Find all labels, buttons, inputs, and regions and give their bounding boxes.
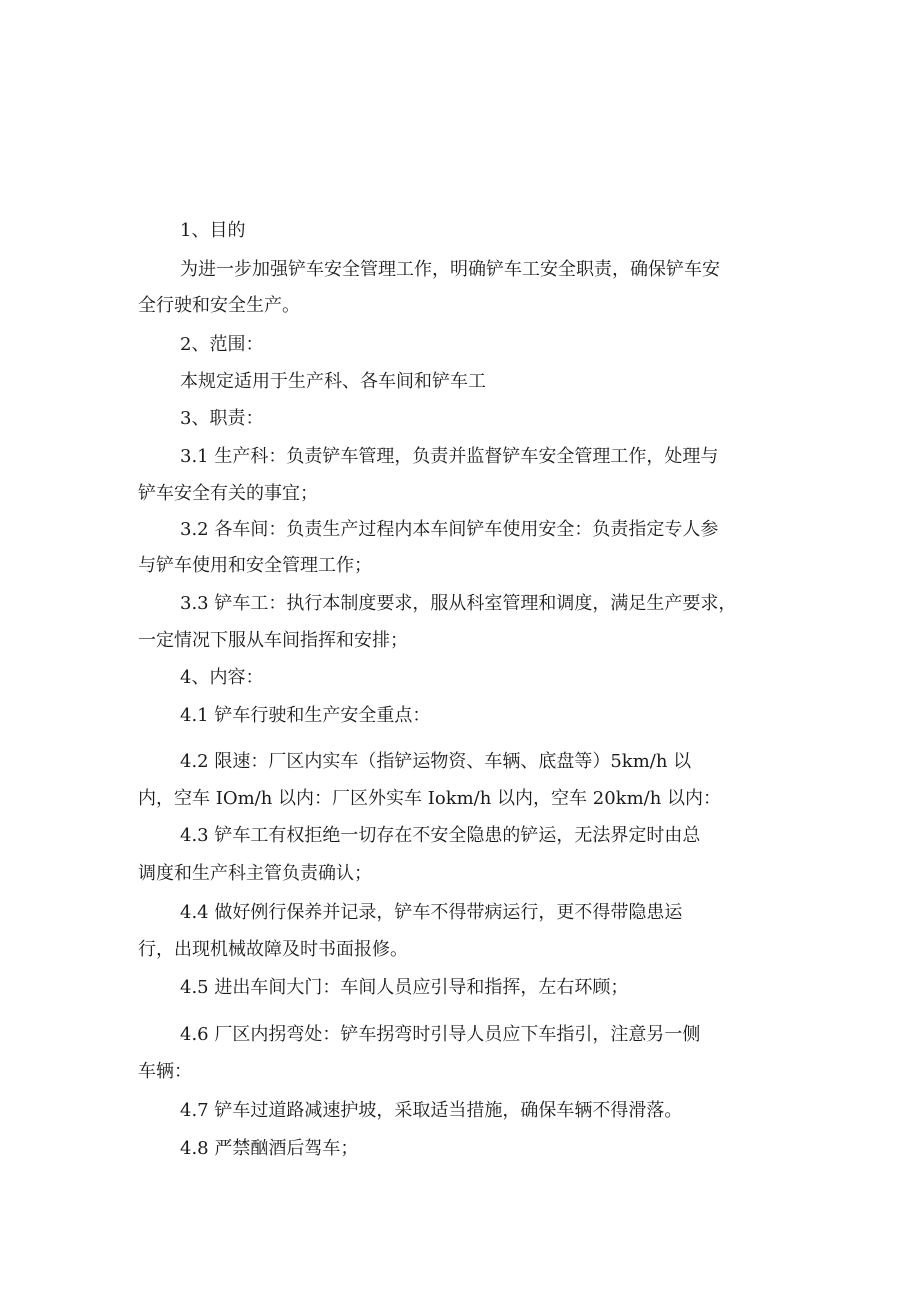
item-4-4-line-1: 4.4 做好例行保养并记录，铲车不得带病运行，更不得带隐患运 (180, 902, 683, 923)
item-3-1-line-1: 3.1 生产科：负责铲车管理，负责并监督铲车安全管理工作，处理与 (180, 446, 719, 467)
section-3-heading: 3、职责： (180, 408, 264, 429)
item-4-5: 4.5 进出车间大门：车间人员应引导和指挥，左右环顾； (180, 977, 629, 998)
scope-text: 本规定适用于生产科、各车间和铲车工 (180, 371, 486, 392)
item-3-1-line-2: 铲车安全有关的事宜； (138, 483, 318, 504)
item-4-3-line-2: 调度和生产科主管负责确认； (138, 863, 372, 884)
item-4-4-line-2: 行，出现机械故障及时书面报修。 (138, 939, 408, 960)
item-3-2-line-2: 与铲车使用和安全管理工作； (138, 555, 372, 576)
item-4-6-line-2: 车辆： (138, 1061, 192, 1082)
purpose-text-line-1: 为进一步加强铲车安全管理工作，明确铲车工安全职责，确保铲车安 (180, 259, 720, 280)
item-4-2-line-1: 4.2 限速：厂区内实车（指铲运物资、车辆、底盘等）5km∕h 以 (180, 751, 692, 772)
section-2-heading: 2、范围： (180, 334, 264, 355)
item-4-2-line-2: 内，空车 IOm/h 以内：厂区外实车 Iokm/h 以内，空车 20km∕h 以内： (138, 788, 722, 809)
item-4-7: 4.7 铲车过道路减速护坡，采取适当措施，确保车辆不得滑落。 (180, 1100, 683, 1121)
item-4-1: 4.1 铲车行驶和生产安全重点： (180, 705, 431, 726)
purpose-text-line-2: 全行驶和安全生产。 (138, 295, 300, 316)
item-3-3-line-2: 一定情况下服从车间指挥和安排； (138, 630, 408, 651)
section-1-heading: 1、目的 (180, 220, 246, 241)
item-4-8: 4.8 严禁酗酒后驾车； (180, 1138, 359, 1159)
item-3-3-line-1: 3.3 铲车工：执行本制度要求，服从科室管理和调度，满足生产要求， (180, 593, 737, 614)
item-3-2-line-1: 3.2 各车间：负责生产过程内本车间铲车使用安全：负责指定专人参 (180, 519, 719, 540)
item-4-3-line-1: 4.3 铲车工有权拒绝一切存在不安全隐患的铲运，无法界定时由总 (180, 825, 701, 846)
item-4-6-line-1: 4.6 厂区内拐弯处：铲车拐弯时引导人员应下车指引，注意另一侧 (180, 1024, 701, 1045)
section-4-heading: 4、内容： (180, 667, 264, 688)
